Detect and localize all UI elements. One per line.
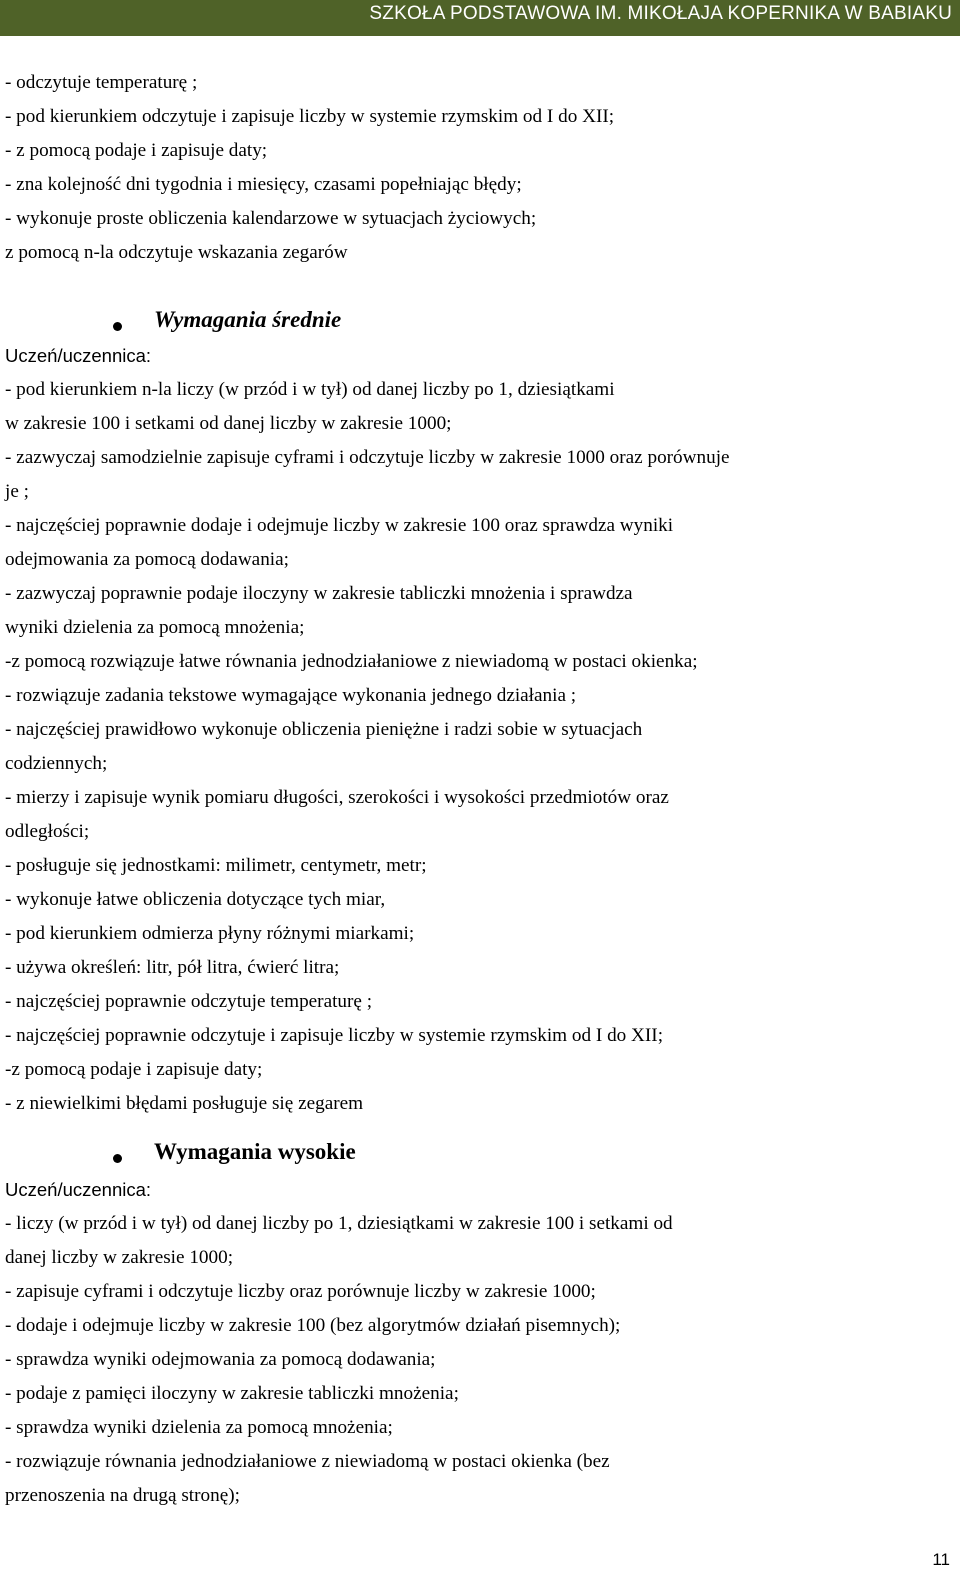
text-line: -z pomocą podaje i zapisuje daty;	[5, 1059, 263, 1080]
text-line: danej liczby w zakresie 1000;	[5, 1247, 234, 1268]
text-line: odległości;	[5, 821, 90, 842]
text-line: - zapisuje cyframi i odczytuje liczby oraz porównuje liczby w zakresie 1000;	[5, 1281, 596, 1302]
subject-label: Uczeń/uczennica:	[5, 345, 152, 366]
text-line: wyniki dzielenia za pomocą mnożenia;	[5, 617, 305, 638]
text-line: - najczęściej poprawnie odczytuje i zapisuje liczby w systemie rzymskim od I do XII;	[5, 1025, 664, 1046]
text-line: - wykonuje łatwe obliczenia dotyczące tych miar,	[5, 889, 386, 910]
text-line: - mierzy i zapisuje wynik pomiaru długości, szerokości i wysokości przedmiotów oraz	[5, 787, 669, 808]
text-line: - rozwiązuje zadania tekstowe wymagające wykonania jednego działania ;	[5, 685, 577, 706]
bullet-icon	[113, 322, 122, 331]
text-line: - liczy (w przód i w tył) od danej liczby po 1, dziesiątkami w zakresie 100 i setkami od	[5, 1213, 673, 1234]
text-line: - najczęściej prawidłowo wykonuje obliczenia pieniężne i radzi sobie w sytuacjach	[5, 719, 643, 740]
text-line: - zna kolejność dni tygodnia i miesięcy, czasami popełniając błędy;	[5, 174, 522, 195]
text-line: - pod kierunkiem odczytuje i zapisuje liczby w systemie rzymskim od I do XII;	[5, 106, 615, 127]
text-line: z pomocą n-la odczytuje wskazania zegarów	[5, 242, 348, 263]
text-line: - odczytuje temperaturę ;	[5, 72, 198, 93]
text-line: - zazwyczaj poprawnie podaje iloczyny w zakresie tabliczki mnożenia i sprawdza	[5, 583, 633, 604]
text-line: - najczęściej poprawnie dodaje i odejmuje liczby w zakresie 100 oraz sprawdza wyniki	[5, 515, 674, 536]
text-line: je ;	[5, 481, 29, 502]
text-line: codziennych;	[5, 753, 108, 774]
text-line: odejmowania za pomocą dodawania;	[5, 549, 289, 570]
bullet-icon	[113, 1154, 122, 1163]
text-line: - z pomocą podaje i zapisuje daty;	[5, 140, 268, 161]
header-title: SZKOŁA PODSTAWOWA IM. MIKOŁAJA KOPERNIKA W BABIAKU	[369, 3, 952, 24]
text-line: - sprawdza wyniki odejmowania za pomocą dodawania;	[5, 1349, 436, 1370]
section-title: Wymagania średnie	[154, 307, 342, 332]
text-line: -z pomocą rozwiązuje łatwe równania jednodziałaniowe z niewiadomą w postaci okienka;	[5, 651, 698, 672]
text-line: - zazwyczaj samodzielnie zapisuje cyframi i odczytuje liczby w zakresie 1000 oraz porównuje	[5, 447, 730, 468]
text-line: - rozwiązuje równania jednodziałaniowe z niewiadomą w postaci okienka (bez	[5, 1451, 610, 1472]
text-line: w zakresie 100 i setkami od danej liczby w zakresie 1000;	[5, 413, 452, 434]
text-line: - posługuje się jednostkami: milimetr, centymetr, metr;	[5, 855, 427, 876]
text-line: - używa określeń: litr, pół litra, ćwierć litra;	[5, 957, 340, 978]
text-line: - podaje z pamięci iloczyny w zakresie tabliczki mnożenia;	[5, 1383, 459, 1404]
text-line: - pod kierunkiem n-la liczy (w przód i w tył) od danej liczby po 1, dziesiątkami	[5, 379, 615, 400]
section-title: Wymagania wysokie	[154, 1139, 356, 1164]
text-line: - wykonuje proste obliczenia kalendarzowe w sytuacjach życiowych;	[5, 208, 537, 229]
text-line: - dodaje i odejmuje liczby w zakresie 100 (bez algorytmów działań pisemnych);	[5, 1315, 621, 1336]
text-line: przenoszenia na drugą stronę);	[5, 1485, 240, 1506]
page-number: 11	[932, 1550, 950, 1569]
text-line: - z niewielkimi błędami posługuje się zegarem	[5, 1093, 364, 1114]
text-line: - najczęściej poprawnie odczytuje temperaturę ;	[5, 991, 373, 1012]
text-line: - pod kierunkiem odmierza płyny różnymi miarkami;	[5, 923, 415, 944]
text-line: - sprawdza wyniki dzielenia za pomocą mnożenia;	[5, 1417, 393, 1438]
subject-label: Uczeń/uczennica:	[5, 1179, 152, 1200]
header-bar	[0, 0, 960, 36]
